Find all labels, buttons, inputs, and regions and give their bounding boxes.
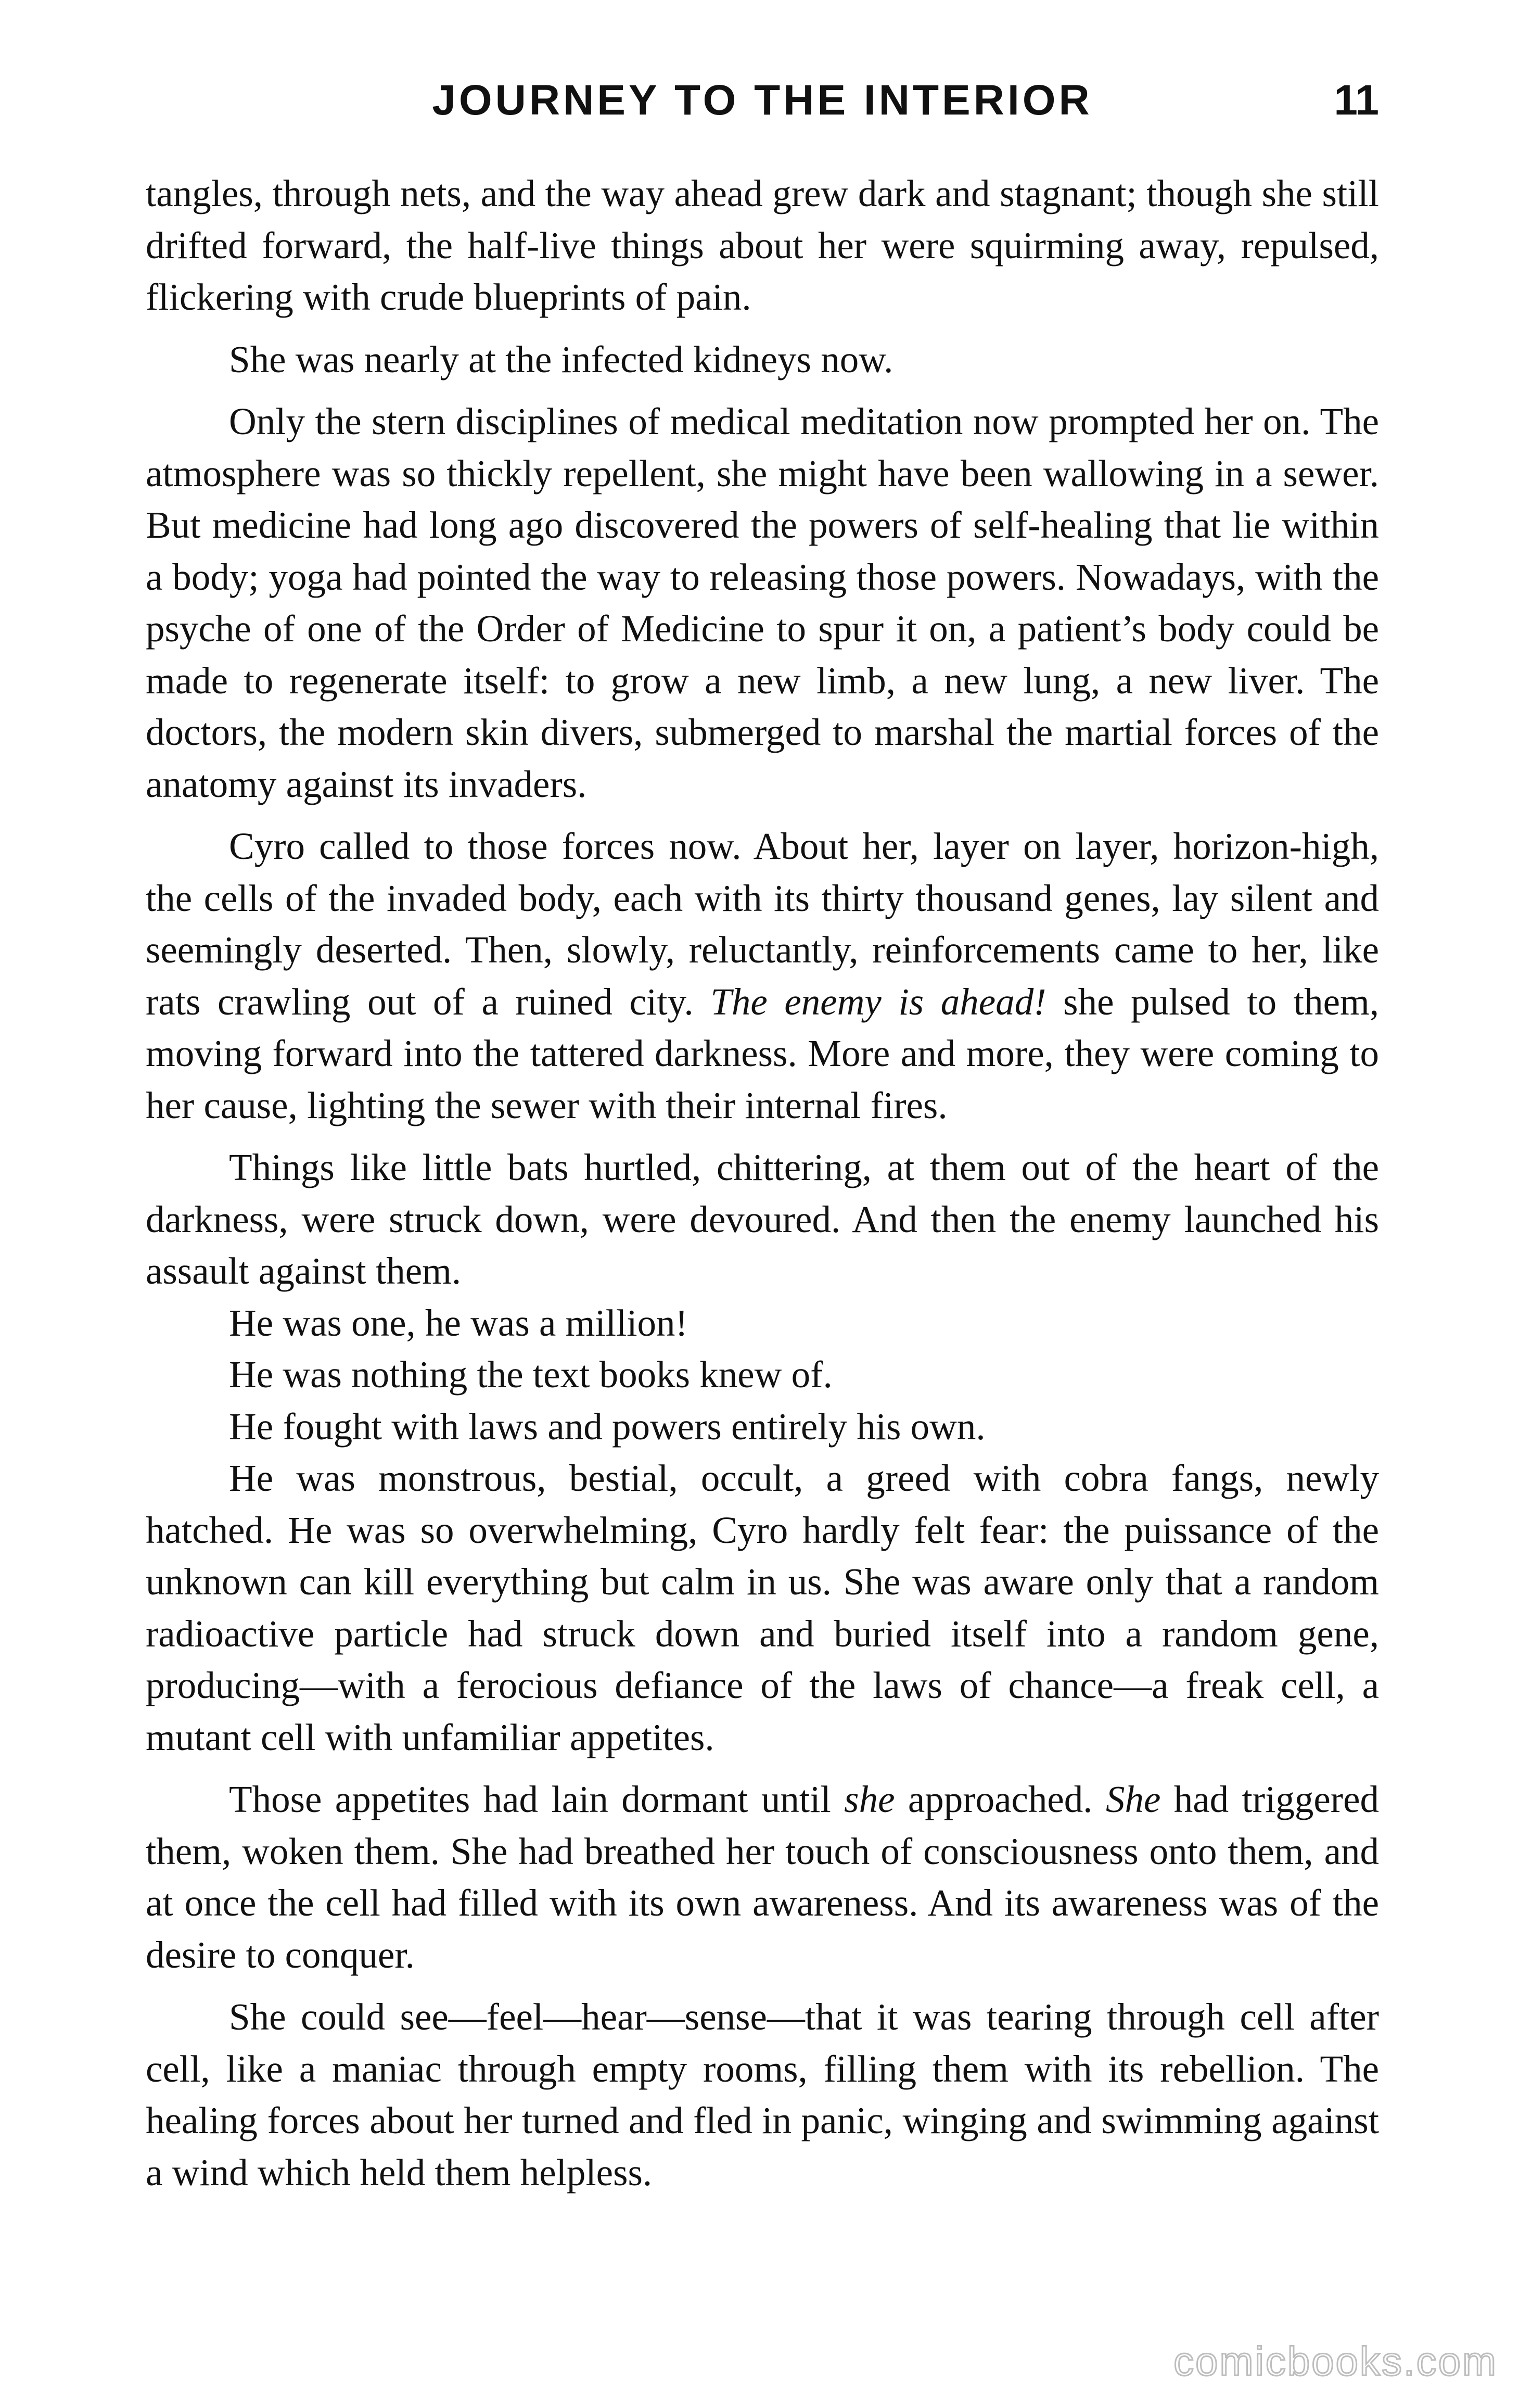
paragraph-4 [146, 820, 1379, 1131]
paragraph-10-italic-a: she [844, 1778, 895, 1820]
paragraph-10 [146, 1773, 1379, 1981]
paragraph-11: She could see—feel—hear—sense—that it was tearing through cell after cell, like a maniac through empty rooms, filling them with its rebellion. The healing forces about her turned and fled in panic, winging and swimming against a wind which held them helpless. [146, 1996, 1379, 2194]
paragraph-10-text-c: had triggered them, woken them. She had breathed her touch of consciousness onto them, and at once the cell had filled with its own awareness. And its awareness was of the desire to conquer. [146, 1778, 1380, 1976]
paragraph-10-text-b: approached. [895, 1778, 1106, 1820]
paragraph-10-text-a: Those appetites had lain dormant until [229, 1778, 845, 1820]
paragraph-5: Things like little bats hurtled, chittering, at them out of the heart of the darkness, were struck down, were devoured. And then the enemy launched his assault against them. [146, 1146, 1379, 1292]
paragraph-6: He was one, he was a million! [229, 1301, 688, 1344]
paragraph-10-italic-b: She [1105, 1778, 1161, 1820]
paragraph-4-text-a: Cyro called to those forces now. About her, layer on layer, horizon-high, the cells of the invaded body, each with its thirty thousand genes, lay silent and seemingly deserted. Then, slowly, reluctantly, reinforcements came to her, like rats crawling out of a ruined city. [146, 825, 1379, 1023]
paragraph-7: He was nothing the text books knew of. [229, 1353, 833, 1396]
paragraph-8: He fought with laws and powers entirely his own. [229, 1405, 986, 1448]
paragraph-3: Only the stern disciplines of medical meditation now prompted her on. The atmosphere was so thickly repellent, she might have been wallowing in a sewer. But medicine had long ago discovered the powers of self-healing that lie within a body; yoga had pointed the way to releasing those powers. Nowadays, with the psyche of one of the Order of Medicine to spur it on, a patient’s body could be made to regenerate itself: to grow a new limb, a new lung, a new liver. The doctors, the modern skin divers, submerged to marshal the martial forces of the anatomy against its invaders. [146, 400, 1379, 805]
running-head [146, 72, 1379, 129]
page-number: 11 [1334, 77, 1379, 124]
body-text [146, 168, 1379, 2209]
paragraph-4-text-b: she pulsed to them, moving forward into the tattered darkness. More and more, they were coming to her cause, lighting the sewer with their internal fires. [146, 980, 1379, 1126]
paragraph-1: tangles, through nets, and the way ahead grew dark and stagnant; though she still drifted forward, the half-live things about her were squirming away, repulsed, flickering with crude blueprints of pain. [146, 172, 1379, 318]
running-title: JOURNEY TO THE INTERIOR [432, 77, 1093, 124]
watermark: comicbooks.com [1173, 2338, 1498, 2384]
paragraph-9: He was monstrous, bestial, occult, a greed with cobra fangs, newly hatched. He was so overwhelming, Cyro hardly felt fear: the puissance of the unknown can kill everything but calm in us. She was aware only that a random radioactive particle had struck down and buried itself into a random gene, producing—with a ferocious defiance of the laws of chance—a freak cell, a mutant cell with unfamiliar appetites. [146, 1457, 1379, 1758]
paragraph-4-italic: The enemy is ahead! [710, 980, 1046, 1023]
paragraph-2: She was nearly at the infected kidneys now. [229, 338, 893, 381]
